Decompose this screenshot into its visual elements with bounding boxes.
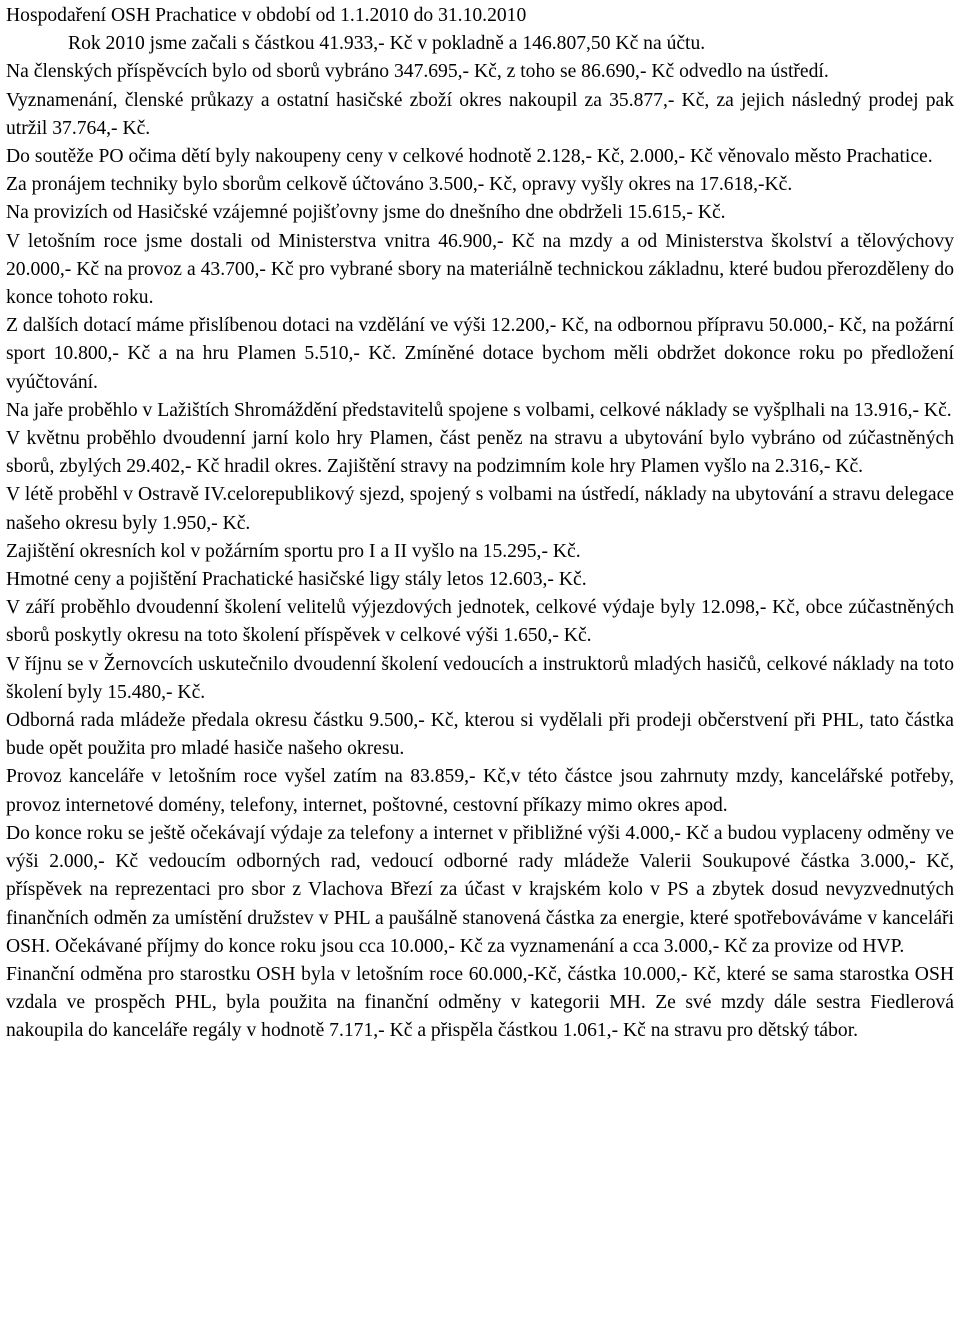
paragraph-insurance-commission: Na provizích od Hasičské vzájemné pojišťovny jsme do dnešního dne obdrželi 15.615,- Kč. bbox=[6, 202, 726, 224]
paragraph-expected-expenses: Do konce roku se ještě očekávají výdaje za telefony a internet v přibližné výši 4.000,- Kč a budou vyplaceny odměny ve výši 2.000,- Kč vedoucím odborných rad, vedoucí odborné rady mládeže Valerii Soukupové částka 3.000,- Kč, příspěvek na reprezentaci pro sbor z Vlachova Březí za účast v krajském kolo v PS a zbytek dosud nevyzvednutých finančních odměn za umístění družstev v PHL a paušálně stanovená částka za energie, které spotřebováváme v kanceláři OSH. Očekávané příjmy do konce roku jsou cca 10.000,- Kč za vyznamenání a cca 3.000,- Kč za provize od HVP. bbox=[6, 822, 954, 957]
paragraph-other-grants: Z dalších dotací máme přislíbenou dotaci na vzdělání ve výši 12.200,- Kč, na odbornou přípravu 50.000,- Kč, na požární sport 10.800,- Kč a na hru Plamen 5.510,- Kč. Zmíněné dotace bychom měli obdržet dokonce roku po předložení vyúčtování. bbox=[6, 315, 954, 393]
opening-balance: Rok 2010 jsme začali s částkou 41.933,- Kč v pokladně a 146.807,50 Kč na účtu. bbox=[68, 33, 706, 55]
paragraph-decorations: Vyznamenání, členské průkazy a ostatní hasičské zboží okres nakoupil za 35.877,- Kč, za jejich následný prodej pak utržil 37.764,- Kč. bbox=[6, 89, 954, 139]
paragraph-children-contest: Do soutěže PO očima dětí byly nakoupeny ceny v celkové hodnotě 2.128,- Kč, 2.000,- Kč věnovalo město Prachatice. bbox=[6, 146, 933, 168]
paragraph-congress: V létě proběhl v Ostravě IV.celorepublikový sjezd, spojený s volbami na ústředí, náklady na ubytování a stravu delegace našeho okresu byly 1.950,- Kč. bbox=[6, 484, 954, 534]
paragraph-membership-fees: Na členských příspěvcích bylo od sborů vybráno 347.695,- Kč, z toho se 86.690,- Kč odvedlo na ústředí. bbox=[6, 61, 829, 83]
paragraph-equipment-rental: Za pronájem techniky bylo sborům celkově účtováno 3.500,- Kč, opravy vyšly okres na 17.618,-Kč. bbox=[6, 174, 793, 196]
document-title: Hospodaření OSH Prachatice v období od 1.1.2010 do 31.10.2010 bbox=[6, 5, 527, 26]
paragraph-office-costs: Provoz kanceláře v letošním roce vyšel zatím na 83.859,- Kč,v této částce jsou zahrnuty mzdy, kancelářské potřeby, provoz internetové domény, telefony, internet, poštovné, cestovní příkazy mimo okres apod. bbox=[6, 766, 954, 816]
paragraph-ministry-grants: V letošním roce jsme dostali od Ministerstva vnitra 46.900,- Kč na mzdy a od Ministerstva školství a tělovýchovy 20.000,- Kč na provoz a 43.700,- Kč pro vybrané sbory na materiálně technickou základnu, které budou přerozděleny do konce tohoto roku. bbox=[6, 230, 954, 309]
paragraph-assembly: Na jaře proběhlo v Lažištích Shromáždění představitelů spojene s volbami, celkové náklady se vyšplhali na 13.916,- Kč. bbox=[6, 399, 952, 421]
paragraph-youth-council: Odborná rada mládeže předala okresu částku 9.500,- Kč, kterou si vydělali při prodeji občerstvení při PHL, tato částka bude opět použita pro mladé hasiče našeho okresu. bbox=[6, 710, 954, 760]
paragraph-youth-training: V říjnu se v Žernovcích uskutečnilo dvoudenní školení vedoucích a instruktorů mladých hasičů, celkové náklady na toto školení byly 15.480,- Kč. bbox=[6, 653, 954, 703]
paragraph-chairwoman-reward: Finanční odměna pro starostku OSH byla v letošním roce 60.000,-Kč, částka 10.000,- Kč, které se sama starostka OSH vzdala ve prospěch PHL, byla použita na finanční odměny v kategorii MH. Ze své mzdy dále sestra Fiedlerová nakoupila do kanceláře regály v hodnotě 7.171,- Kč a přispěla částkou 1.061,- Kč na stravu pro dětský tábor. bbox=[6, 963, 954, 1042]
paragraph-league-prizes: Hmotné ceny a pojištění Prachatické hasičské ligy stály letos 12.603,- Kč. bbox=[6, 569, 587, 591]
paragraph-commander-training: V září proběhlo dvoudenní školení velitelů výjezdových jednotek, celkové výdaje byly 12.098,- Kč, obce zúčastněných sborů poskytly okresu na toto školení příspěvek v celkové výši 1.650,- Kč. bbox=[6, 597, 954, 647]
paragraph-fire-sport: Zajištění okresních kol v požárním sportu pro I a II vyšlo na 15.295,- Kč. bbox=[6, 540, 581, 562]
paragraph-plamen-game: V květnu proběhlo dvoudenní jarní kolo hry Plamen, část peněz na stravu a ubytování bylo vybráno od zúčastněných sborů, zbylých 29.402,- Kč hradil okres. Zajištění stravy na podzimním kole hry Plamen vyšlo na 2.316,- Kč. bbox=[6, 428, 954, 478]
